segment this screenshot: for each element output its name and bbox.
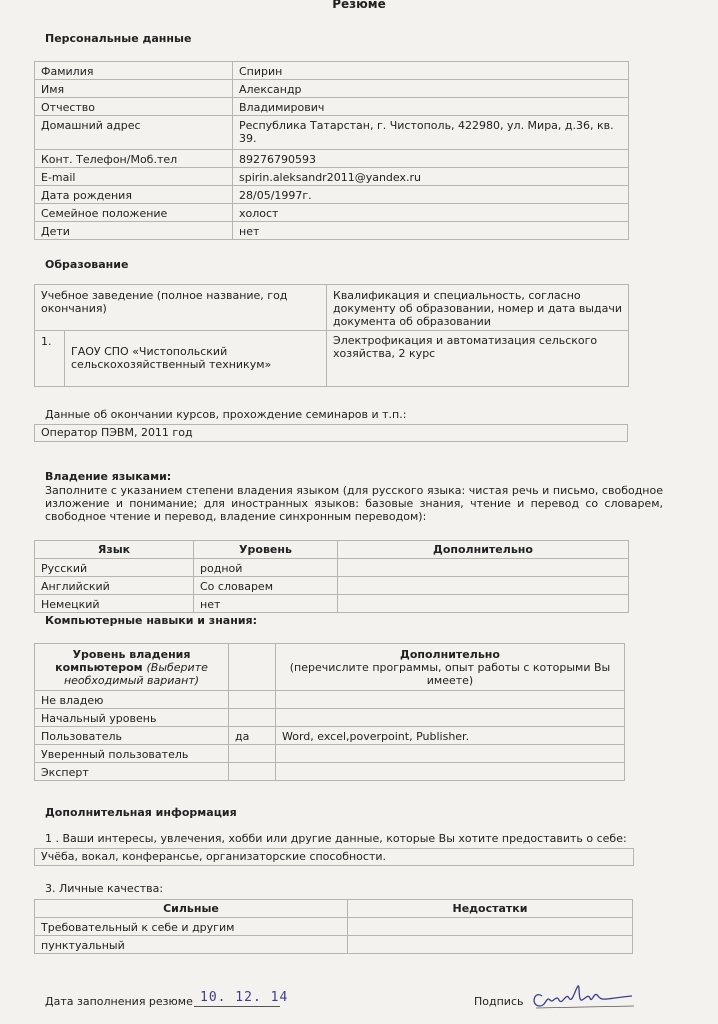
header-computer-extra-hint: (перечислите программы, опыт работы с которыми Вы имеете) (289, 661, 611, 687)
field-value: Александр (233, 80, 629, 98)
computer-mark (229, 709, 276, 727)
languages-table (34, 540, 629, 613)
header-weaknesses: Недостатки (348, 900, 633, 918)
field-value: spirin.aleksandr2011@yandex.ru (233, 168, 629, 186)
strength-item: Требовательный к себе и другим (35, 918, 348, 936)
courses-value: Оператор ПЭВМ, 2011 год (34, 424, 628, 442)
field-value: холост (233, 204, 629, 222)
field-value: Республика Татарстан, г. Чистополь, 422980, ул. Мира, д.36, кв. 39. (233, 116, 629, 150)
table-row (35, 186, 629, 204)
field-label: Конт. Телефон/Моб.тел (35, 150, 233, 168)
table-row (35, 644, 625, 691)
computer-mark: да (229, 727, 276, 745)
education-col-institution: Учебное заведение (полное название, год окончания) (35, 285, 327, 331)
language-name: Немецкий (35, 595, 194, 613)
computer-extra (276, 763, 625, 781)
field-value: Владимирович (233, 98, 629, 116)
fill-date-label: Дата заполнения резюме (45, 995, 193, 1008)
table-row (35, 150, 629, 168)
personal-table (34, 61, 629, 240)
computer-extra: Word, excel,poverpoint, Publisher. (276, 727, 625, 745)
field-label: Семейное положение (35, 204, 233, 222)
language-level: нет (194, 595, 338, 613)
header-level: Уровень (194, 541, 338, 559)
computer-mark (229, 745, 276, 763)
field-label: Дети (35, 222, 233, 240)
qualities-table (34, 899, 633, 954)
languages-heading: Владение языками: (45, 470, 172, 483)
strength-item: пунктуальный (35, 936, 348, 954)
table-row (35, 727, 625, 745)
field-label: E-mail (35, 168, 233, 186)
header-extra: Дополнительно (338, 541, 629, 559)
fill-date-value: 10. 12. 14 (200, 990, 289, 1005)
computer-level: Пользователь (35, 727, 229, 745)
education-table (34, 284, 629, 387)
language-extra (338, 559, 629, 577)
computer-mark (229, 691, 276, 709)
table-row (35, 577, 629, 595)
table-row (35, 559, 629, 577)
weakness-item (348, 918, 633, 936)
institution-name: ГАОУ СПО «Чистопольский сельскохозяйственный техникум» (65, 331, 327, 387)
field-label: Дата рождения (35, 186, 233, 204)
education-col-qualification: Квалификация и специальность, согласно документу об образовании, номер и дата выдачи документа об образовании (327, 285, 629, 331)
field-label: Имя (35, 80, 233, 98)
header-computer-level-bold: Уровень владения компьютером (55, 648, 191, 674)
table-row (35, 541, 629, 559)
field-value: Спирин (233, 62, 629, 80)
computer-extra (276, 691, 625, 709)
field-label: Отчество (35, 98, 233, 116)
table-row (35, 936, 633, 954)
field-label: Фамилия (35, 62, 233, 80)
language-extra (338, 595, 629, 613)
table-row (35, 745, 625, 763)
computer-extra (276, 745, 625, 763)
language-name: Русский (35, 559, 194, 577)
personal-heading: Персональные данные (45, 32, 192, 45)
table-row (35, 709, 625, 727)
table-row (35, 204, 629, 222)
table-row (35, 168, 629, 186)
header-mark (229, 644, 276, 691)
table-row (35, 98, 629, 116)
languages-instructions: Заполните с указанием степени владения языком (для русского языка: чистая речь и письмо, свободное изложение и понимание; для иностранных языков: базовые знания, чтение и перевод со словарем, свободное чтение и перевод, владение синхронным переводом): (45, 484, 663, 523)
field-value: 28/05/1997г. (233, 186, 629, 204)
header-strengths: Сильные (35, 900, 348, 918)
table-row (35, 62, 629, 80)
header-language: Язык (35, 541, 194, 559)
table-row (35, 222, 629, 240)
table-row (35, 691, 625, 709)
row-number: 1. (35, 331, 65, 387)
table-row (35, 918, 633, 936)
computer-mark (229, 763, 276, 781)
field-value: нет (233, 222, 629, 240)
computer-heading: Компьютерные навыки и знания: (45, 614, 257, 627)
language-level: Со словарем (194, 577, 338, 595)
header-computer-level-hint: (Выберите необходимый вариант) (63, 661, 208, 687)
table-row (35, 595, 629, 613)
signature-image (528, 982, 638, 1012)
date-underline (194, 1006, 280, 1007)
interests-answer: Учёба, вокал, конферансье, организаторские способности. (34, 848, 634, 866)
table-row (35, 331, 629, 387)
qualities-question: 3. Личные качества: (45, 882, 164, 895)
language-level: родной (194, 559, 338, 577)
header-computer-level (35, 644, 229, 691)
additional-heading: Дополнительная информация (45, 806, 237, 819)
field-label: Домашний адрес (35, 116, 233, 150)
computer-level: Уверенный пользователь (35, 745, 229, 763)
computer-level: Начальный уровень (35, 709, 229, 727)
table-row (35, 763, 625, 781)
interests-question: 1 . Ваши интересы, увлечения, хобби или другие данные, которые Вы хотите предоставить о себе: (45, 832, 627, 845)
computer-level: Не владею (35, 691, 229, 709)
header-computer-extra (276, 644, 625, 691)
computer-level: Эксперт (35, 763, 229, 781)
qualification-value: Электрофикация и автоматизация сельского хозяйства, 2 курс (327, 331, 629, 387)
table-row (35, 285, 629, 331)
language-name: Английский (35, 577, 194, 595)
table-row (35, 116, 629, 150)
language-extra (338, 577, 629, 595)
table-row (35, 900, 633, 918)
weakness-item (348, 936, 633, 954)
table-row (35, 80, 629, 98)
courses-label: Данные об окончании курсов, прохождение семинаров и т.п.: (45, 408, 407, 421)
header-computer-extra-bold: Дополнительно (400, 648, 500, 661)
education-heading: Образование (45, 258, 129, 271)
computer-table (34, 643, 625, 781)
field-value: 89276790593 (233, 150, 629, 168)
document-title: Резюме (332, 0, 386, 11)
computer-extra (276, 709, 625, 727)
signature-label: Подпись (474, 995, 524, 1008)
